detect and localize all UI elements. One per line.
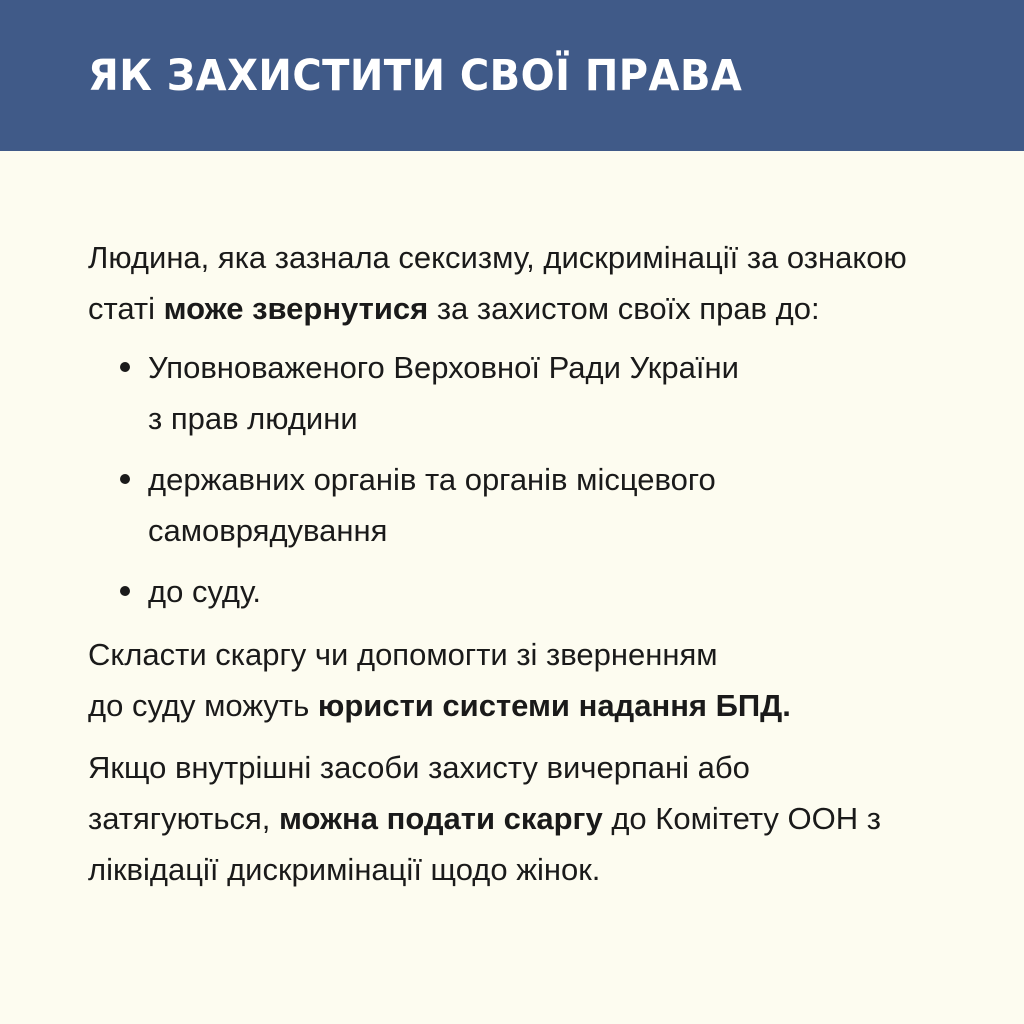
- page-title: ЯК ЗАХИСТИТИ СВОЇ ПРАВА: [88, 51, 743, 101]
- para2-line1: Скласти скаргу чи допомогти зі зверненням: [88, 637, 718, 672]
- legal-aid-paragraph: [88, 629, 988, 731]
- para2-text: до суду можуть: [88, 688, 318, 723]
- list-item-line2: самоврядування: [148, 513, 388, 548]
- para3-bold: можна подати скаргу: [279, 801, 603, 836]
- list-item: [118, 566, 988, 617]
- intro-text: Людина, яка зазнала сексизму, дискримінації за ознакою статі: [88, 240, 907, 326]
- bullet-icon: [120, 586, 130, 596]
- list-item: [118, 342, 988, 444]
- bullet-icon: [120, 362, 130, 372]
- intro-bold: може звернутися: [163, 291, 429, 326]
- para3-text-after: до Комітету ООН з ліквідації дискримінації щодо жінок.: [88, 801, 881, 887]
- para2-bold: юристи системи надання БПД.: [317, 688, 791, 723]
- intro-text-after: за захистом своїх прав до:: [428, 291, 820, 326]
- para3-text: Якщо внутрішні засоби захисту вичерпані або затягуються,: [88, 750, 750, 836]
- header-banner: [0, 0, 1024, 151]
- bullet-icon: [120, 474, 130, 484]
- list-item: [118, 454, 988, 556]
- intro-paragraph: [88, 232, 928, 334]
- content-body: [88, 232, 988, 895]
- list-item-line1: Уповноваженого Верховної Ради України: [148, 350, 739, 385]
- list-item-line1: до суду.: [148, 574, 262, 609]
- rights-list: [88, 342, 988, 617]
- list-item-line2: з прав людини: [148, 401, 358, 436]
- list-item-line1: державних органів та органів місцевого: [148, 462, 716, 497]
- un-committee-paragraph: [88, 742, 938, 895]
